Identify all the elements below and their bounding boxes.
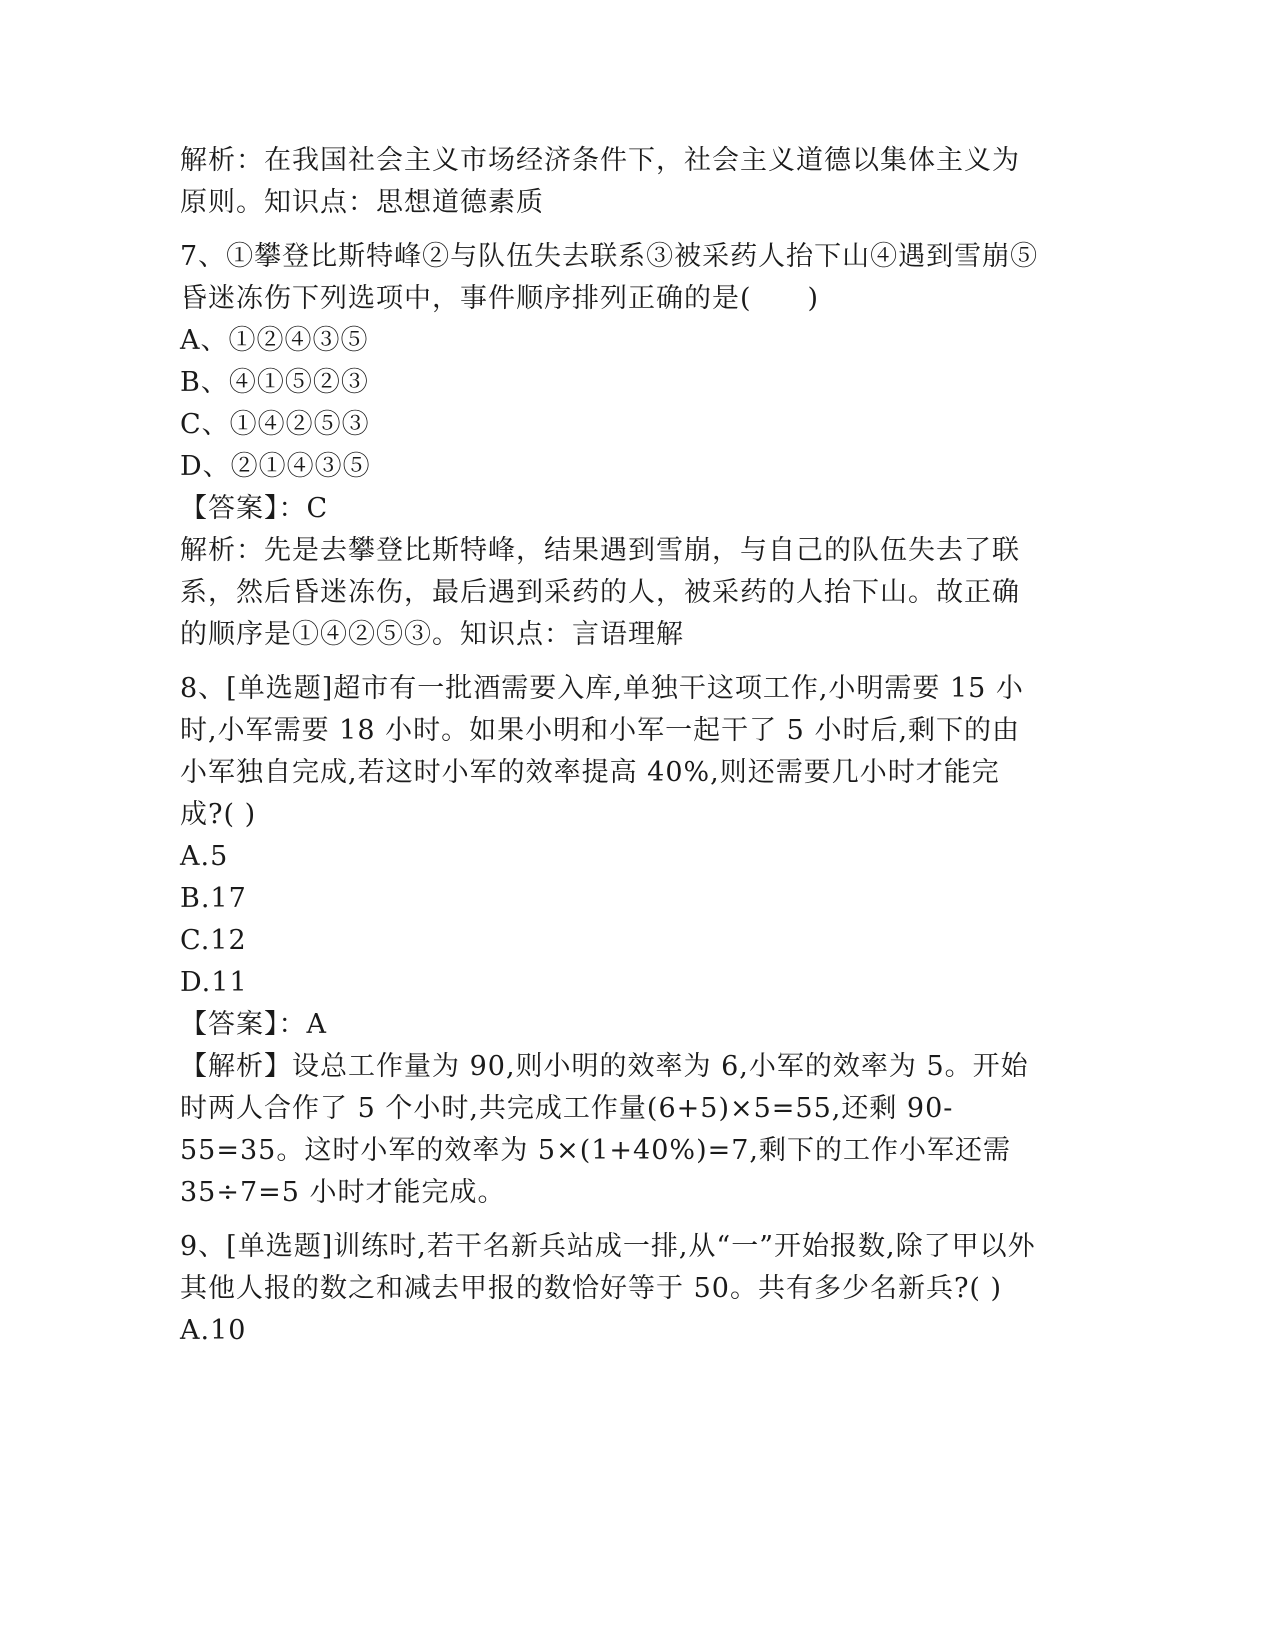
question-8-answer: 【答案】：A <box>180 1009 327 1040</box>
question-7 <box>180 236 1040 656</box>
question-7-option-c: C、①④②⑤③ <box>180 409 370 440</box>
question-7-answer: 【答案】：C <box>180 493 329 524</box>
question-8-option-c: C.12 <box>180 925 247 956</box>
question-9-option-a: A.10 <box>180 1315 247 1346</box>
spacer <box>180 224 1040 236</box>
question-8-stem: 8、[单选题]超市有一批酒需要入库,单独干这项工作,小明需要 15 小时,小军需要 18 小时。如果小明和小军一起干了 5 小时后,剩下的由小军独自完成,若这时小军的效率提高 40%,则还需要几小时才能完成?( ) <box>180 673 1024 830</box>
question-8-option-d: D.11 <box>180 967 248 998</box>
question-7-option-d: D、②①④③⑤ <box>180 451 371 482</box>
spacer <box>180 656 1040 668</box>
document-content <box>180 140 1040 1352</box>
question-9 <box>180 1226 1040 1352</box>
question-8-option-a: A.5 <box>180 841 229 872</box>
question-7-stem: 7、①攀登比斯特峰②与队伍失去联系③被采药人抬下山④遇到雪崩⑤昏迷冻伤下列选项中，事件顺序排列正确的是( ) <box>180 241 1039 314</box>
question-7-option-b: B、④①⑤②③ <box>180 367 369 398</box>
question-9-stem: 9、[单选题]训练时,若干名新兵站成一排,从“一”开始报数,除了甲以外其他人报的数之和减去甲报的数恰好等于 50。共有多少名新兵?( ) <box>180 1231 1036 1304</box>
question-7-explanation: 解析：先是去攀登比斯特峰，结果遇到雪崩，与自己的队伍失去了联系，然后昏迷冻伤，最后遇到采药的人，被采药的人抬下山。故正确的顺序是①④②⑤③。知识点：言语理解 <box>180 535 1020 650</box>
intro-explanation: 解析：在我国社会主义市场经济条件下，社会主义道德以集体主义为原则。知识点：思想道德素质 <box>180 145 1020 218</box>
question-8-explanation: 【解析】设总工作量为 90,则小明的效率为 6,小军的效率为 5。开始时两人合作了 5 个小时,共完成工作量(6+5)×5=55,还剩 90-55=35。这时小军的效率为 5×(1+40%)=7,剩下的工作小军还需 35÷7=5 小时才能完成。 <box>180 1051 1029 1208</box>
question-8 <box>180 668 1040 1214</box>
question-8-option-b: B.17 <box>180 883 247 914</box>
spacer <box>180 1214 1040 1226</box>
question-7-option-a: A、①②④③⑤ <box>180 325 369 356</box>
